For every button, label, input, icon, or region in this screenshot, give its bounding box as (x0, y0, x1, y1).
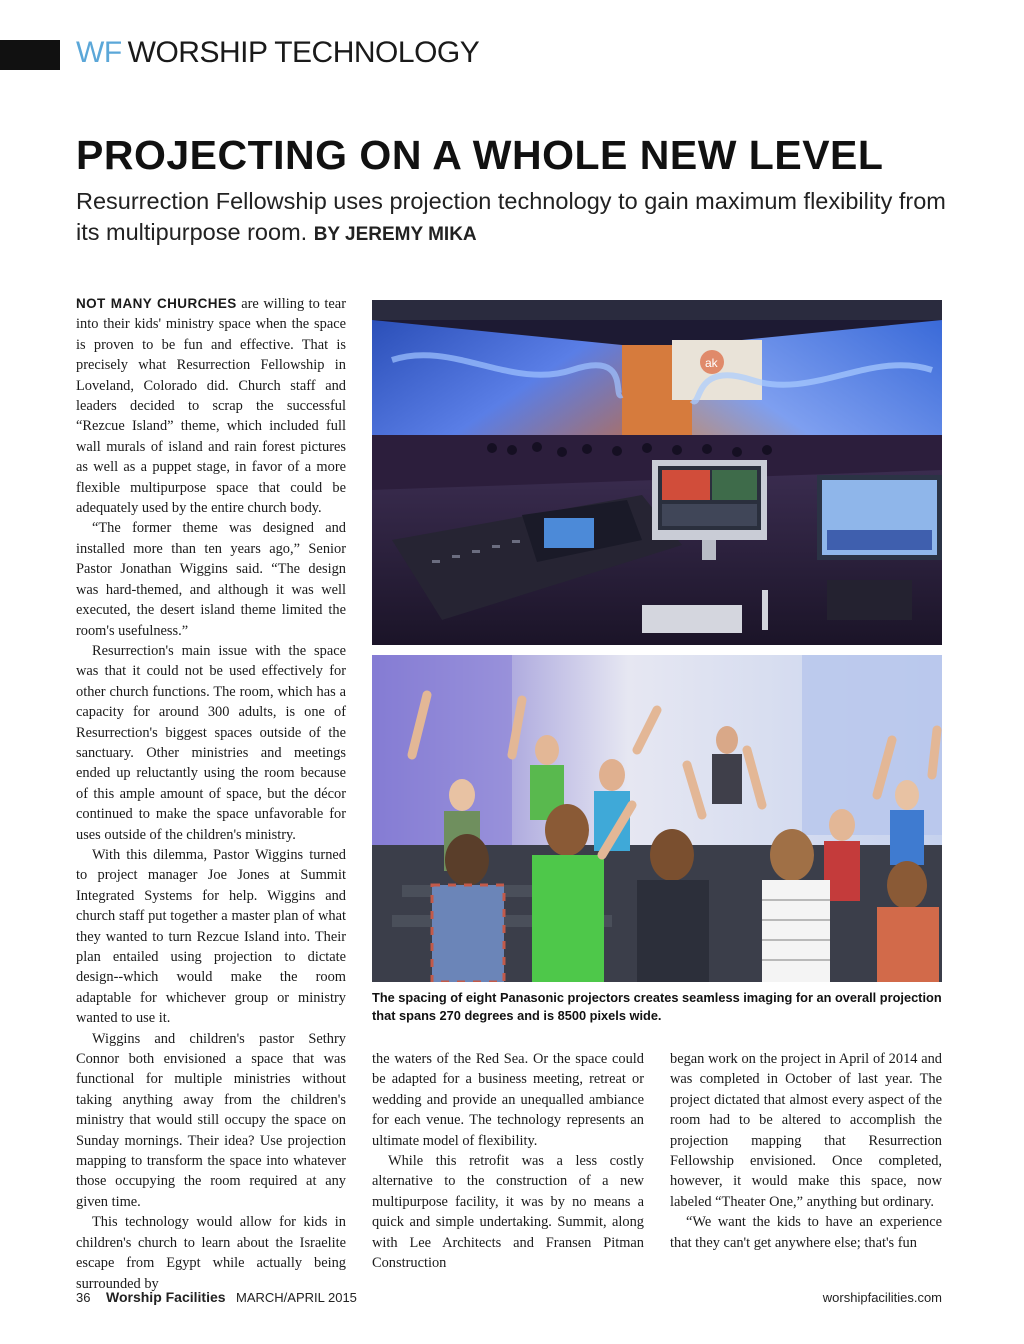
photo-kids-worship (372, 655, 942, 982)
issue-date: MARCH/APRIL 2015 (236, 1290, 357, 1305)
paragraph-4: With this dilemma, Pastor Wiggins turned to project manager Joe Jones at Summit Integrated Systems for help. Wiggins and church staff put together a master plan of what they wanted to turn Rezcue Island into. Their plan entailed using projection to dictate design--which would make the room adaptable for whichever group or ministry wanted to use it. (76, 846, 346, 1027)
screen-logo: ak (705, 356, 718, 370)
photo-control-booth (372, 300, 942, 645)
section-bar (0, 40, 60, 70)
paragraph-1 (76, 294, 346, 518)
body-column-2 (372, 1049, 644, 1273)
photo-kids-worship-art (372, 655, 942, 982)
paragraph-6: This technology would allow for kids in children's church to learn about the Israelite escape from Egypt while actually being surrounded by (76, 1214, 346, 1292)
article-title: PROJECTING ON A WHOLE NEW LEVEL (76, 132, 884, 178)
paragraph-1-text: are willing to tear into their kids' ministry space when the space is proven to be fun and effective. That is precisely what Resurrection Fellowship in Loveland, Colorado did. Church staff and leaders decided to scrap the successful “Rezcue Island” theme, which included full wall murals of island and rain forest pictures as well as a puppet stage, in favor of a more flexible multipurpose space that could be adequately used by the entire church body. (76, 296, 346, 517)
photo-caption: The spacing of eight Panasonic projectors creates seamless imaging for an overall projection that spans 270 degrees and is 8500 pixels wide. (372, 990, 942, 1023)
section-name: WORSHIP TECHNOLOGY (127, 36, 480, 69)
byline: BY JEREMY MIKA (313, 224, 477, 245)
section-code: WF (76, 36, 122, 69)
section-label (76, 36, 479, 70)
paragraph-10: “We want the kids to have an experience that they can't get anywhere else; that's fun (670, 1214, 942, 1251)
magazine-name: Worship Facilities (106, 1289, 226, 1305)
deck-text: Resurrection Fellowship uses projection technology to gain maximum flexibility from its multipurpose room. (76, 188, 946, 245)
body-column-1 (76, 294, 346, 1294)
photo-control-booth-art (372, 300, 942, 645)
lead-in: NOT MANY CHURCHES (76, 296, 237, 311)
article-deck (76, 186, 956, 250)
paragraph-5: Wiggins and children's pastor Sethry Connor both envisioned a space that was functional for multiple ministries without taking anything away from the children's ministry that would still occupy the space on Sunday mornings. Their idea? Use projection mapping to transform the space into whatever those occupying the room required at any given time. (76, 1030, 346, 1210)
paragraph-2: “The former theme was designed and installed more than ten years ago,” Senior Pastor Jonathan Wiggins said. “The design was hard-themed, and although it was well executed, the desert island theme limited the room's usefulness.” (76, 520, 346, 639)
paragraph-8: While this retrofit was a less costly alternative to the construction of a new multipurpose facility, it was by no means a quick and simple undertaking. Summit, along with Lee Architects and Fransen Pitman Construction (372, 1153, 644, 1272)
paragraph-7: the waters of the Red Sea. Or the space could be adapted for a business meeting, retreat or wedding and provide an unequalled ambiance for each venue. The technology represents an ultimate model of flexibility. (372, 1051, 644, 1149)
page-number: 36 (76, 1290, 91, 1305)
paragraph-3: Resurrection's main issue with the space was that it could not be used effectively for other church functions. The room, which has a capacity for around 300 adults, is one of Resurrection's biggest spaces outside of the sanctuary. Other ministries and meetings ended up reluctantly using the room because of this ample amount of space, but the décor continued to make the space unfavorable for uses outside of the children's ministry. (76, 642, 346, 843)
paragraph-9: began work on the project in April of 2014 and was completed in October of last year. The project dictated that almost every aspect of the room had to be altered to accomplish the projection mapping that Resurrection Fellowship envisioned. Once completed, however, it would make this space, now labeled “Theater One,” anything but ordinary. (670, 1051, 942, 1210)
website-url[interactable]: worshipfacilities.com (822, 1290, 942, 1305)
body-column-3 (670, 1049, 942, 1253)
